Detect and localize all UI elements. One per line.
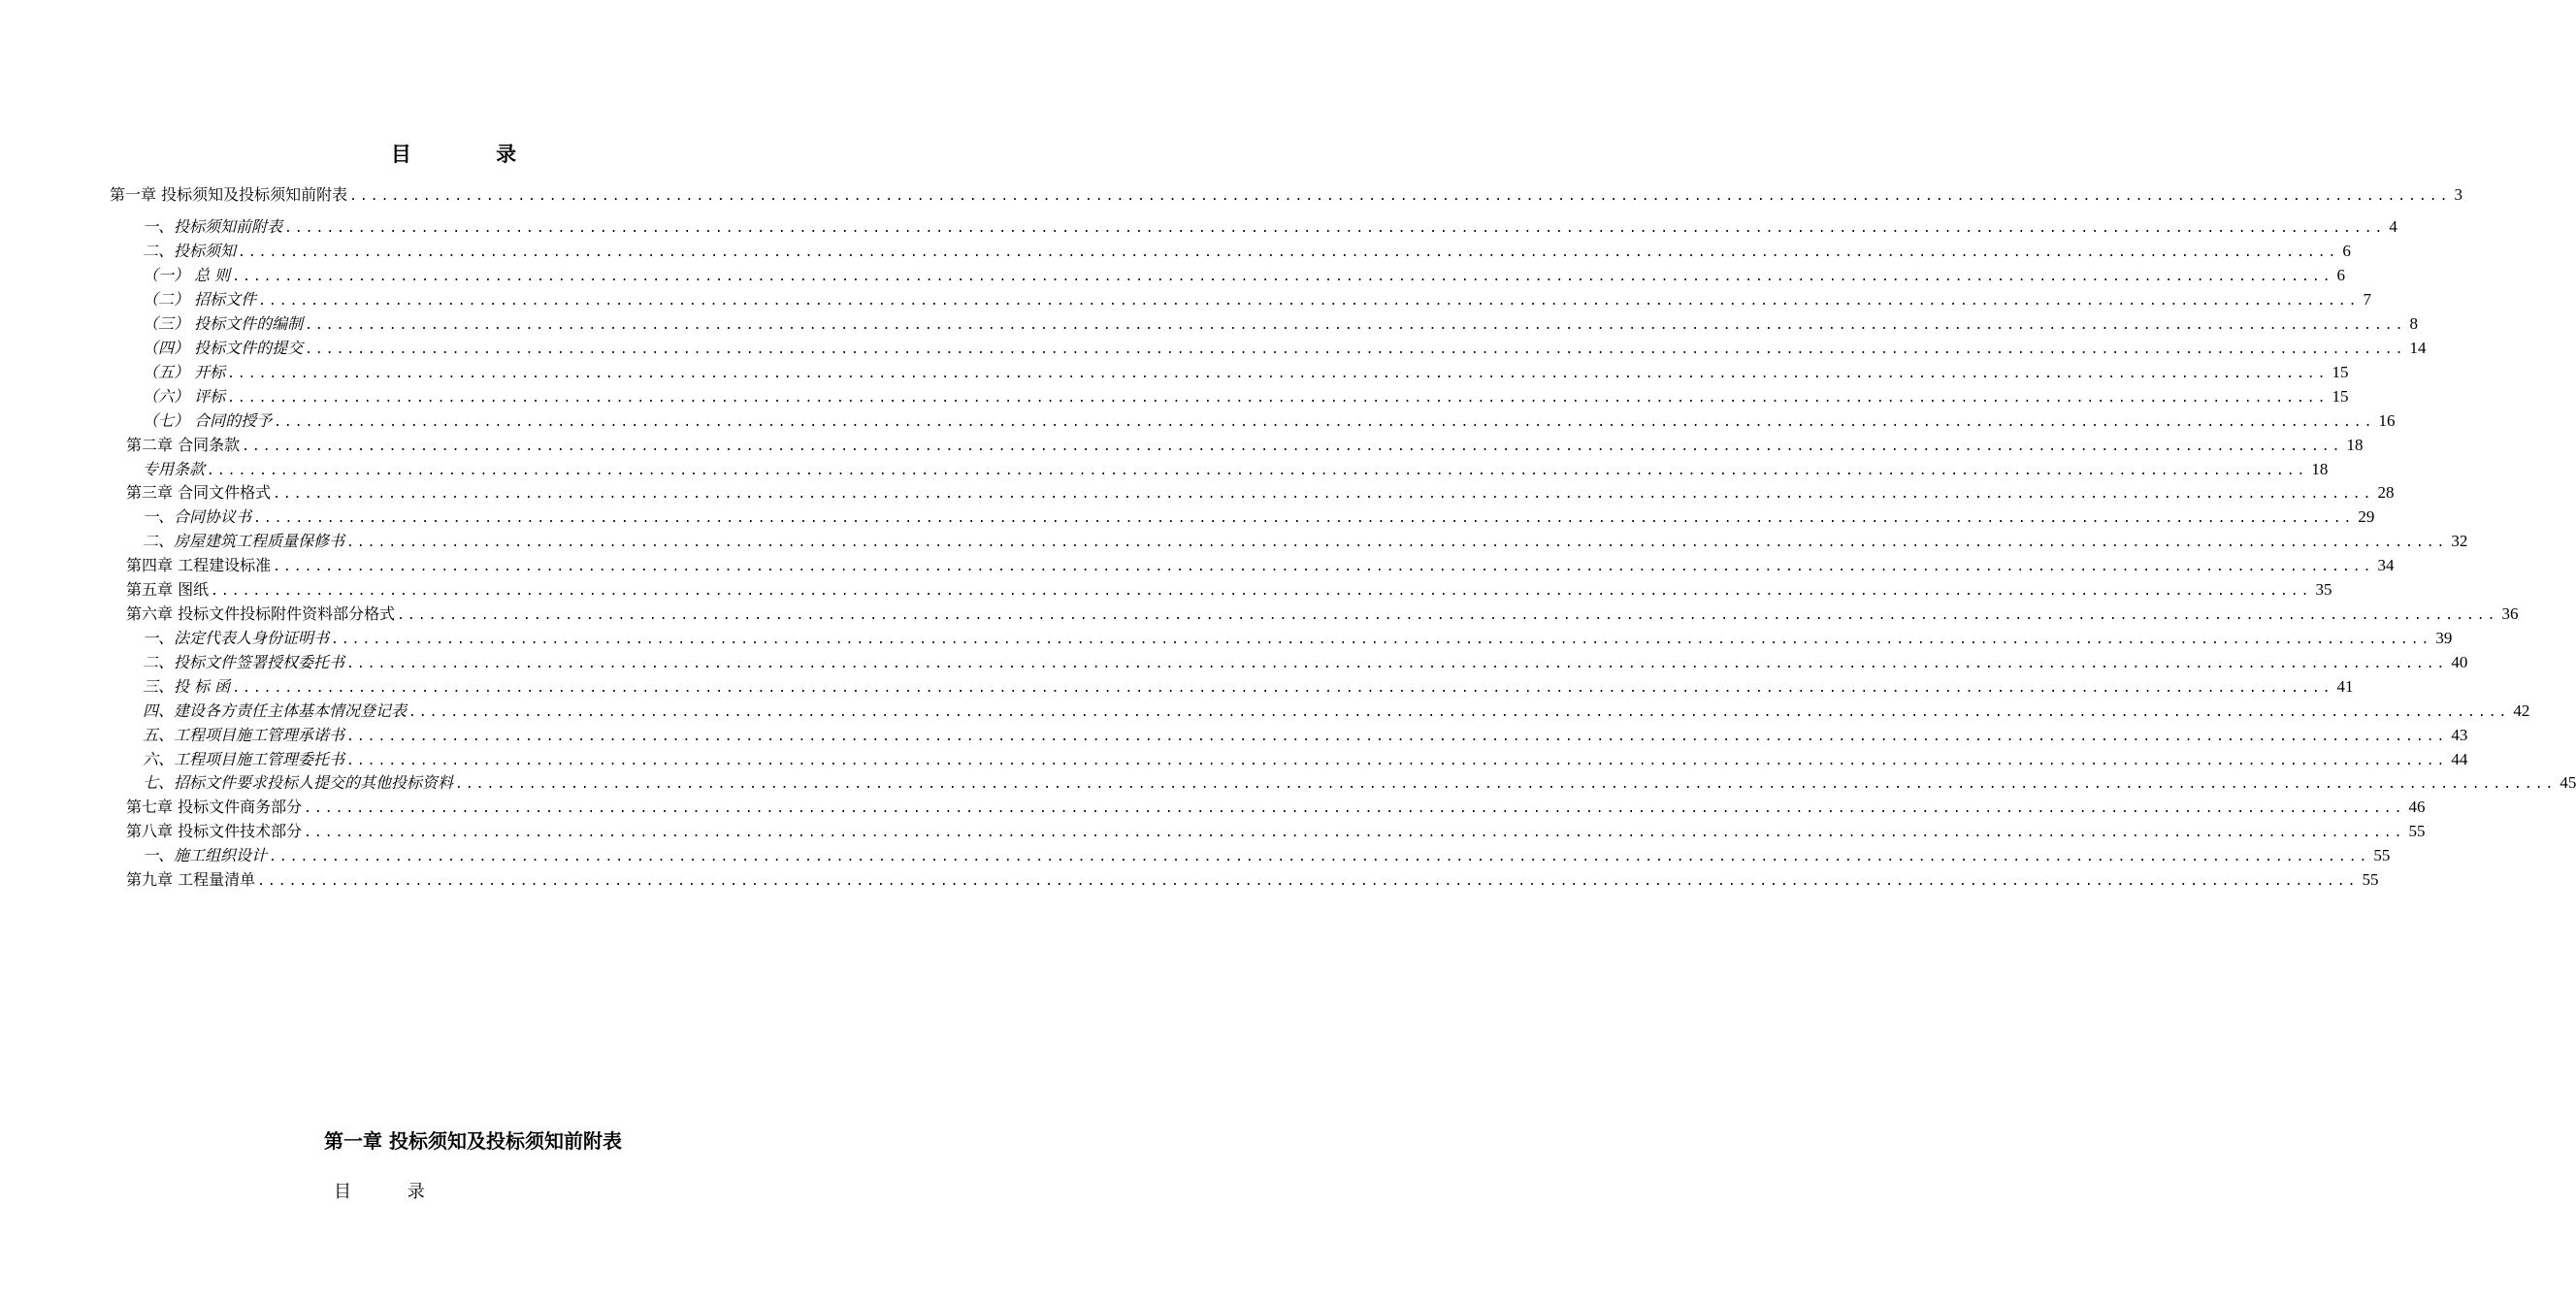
toc-entry-label: 第三章 合同文件格式 (126, 483, 272, 502)
toc-entry[interactable] (143, 264, 2346, 287)
toc-entry[interactable] (143, 748, 2468, 771)
toc-entry-page-number: 45 (2560, 773, 2576, 792)
toc-entry-label: （三） 投标文件的编制 (143, 314, 304, 333)
toc-entry[interactable] (143, 385, 2349, 408)
toc-entry-label: 第九章 工程量清单 (126, 870, 256, 889)
toc-entry-page-number: 6 (2336, 266, 2346, 284)
toc-leader-dots: ........................................................................................................................................................................................................ (238, 245, 2339, 260)
toc-entry-page-number: 41 (2336, 677, 2354, 696)
toc-entry-label: 一、法定代表人身份证明书 (143, 629, 330, 647)
toc-entry[interactable] (126, 578, 2332, 602)
toc-entry-page-number: 4 (2389, 217, 2397, 236)
toc-leader-dots: ........................................................................................................................................................................................................ (232, 270, 2333, 284)
toc-entry[interactable] (143, 240, 2351, 263)
toc-entry-label: （五） 开标 (143, 363, 226, 381)
toc-entry-label: 五、工程项目施工管理承诺书 (143, 726, 345, 744)
toc-entry-label: （二） 招标文件 (143, 290, 257, 309)
toc-entry[interactable] (143, 724, 2468, 747)
toc-entry-page-number: 15 (2331, 387, 2349, 406)
toc-entry-label: 一、施工组织设计 (143, 846, 268, 864)
toc-entry-label: （一） 总 则 (143, 266, 231, 284)
section-sub-title: 目 录 (334, 1182, 450, 1202)
toc-entry[interactable] (126, 796, 2426, 819)
toc-entry[interactable] (126, 481, 2395, 505)
toc-leader-dots: ........................................................................................................................................................................................................ (305, 318, 2406, 333)
toc-leader-dots: ........................................................................................................................................................................................................ (258, 294, 2360, 309)
toc-entry-page-number: 42 (2513, 701, 2530, 720)
toc-entry-page-number: 40 (2451, 653, 2468, 671)
toc-entry[interactable] (143, 361, 2349, 384)
toc-leader-dots: ........................................................................................................................................................................................................ (346, 730, 2448, 744)
toc-entry-label: 三、投 标 函 (143, 677, 231, 696)
toc-entry-page-number: 8 (2409, 314, 2418, 333)
toc-leader-dots: ........................................................................................................................................................................................................ (211, 584, 2312, 599)
toc-leader-dots: ........................................................................................................................................................................................................ (269, 850, 2370, 864)
toc-entry-page-number: 39 (2435, 629, 2453, 647)
toc-leader-dots: ........................................................................................................................................................................................................ (408, 705, 2510, 720)
toc-entry-label: 第五章 图纸 (126, 580, 210, 599)
toc-leader-dots: ........................................................................................................................................................................................................ (346, 754, 2448, 768)
toc-entry[interactable] (126, 434, 2364, 457)
toc-entry[interactable] (126, 868, 2379, 892)
toc-entry-label: （六） 评标 (143, 387, 226, 406)
toc-entry[interactable] (126, 820, 2426, 843)
toc-entry[interactable] (143, 288, 2371, 311)
toc-leader-dots: ........................................................................................................................................................................................................ (257, 874, 2359, 889)
toc-entry-page-number: 32 (2451, 532, 2468, 550)
toc-leader-dots: ........................................................................................................................................................................................................ (304, 826, 2405, 840)
toc-entry-page-number: 29 (2358, 507, 2375, 526)
toc-entry[interactable] (143, 771, 2576, 795)
toc-entry-page-number: 28 (2377, 483, 2395, 502)
toc-leader-dots: ........................................................................................................................................................................................................ (273, 560, 2374, 574)
toc-entry-label: 第二章 合同条款 (126, 436, 241, 454)
toc-entry[interactable] (143, 844, 2391, 867)
toc-entry-label: 第八章 投标文件技术部分 (126, 822, 303, 840)
toc-entry-label: 六、工程项目施工管理委托书 (143, 750, 345, 768)
toc-leader-dots: ........................................................................................................................................................................................................ (273, 487, 2374, 502)
toc-entry-label: 二、投标须知 (143, 242, 237, 260)
toc-entry[interactable] (143, 337, 2427, 360)
toc-entry[interactable] (126, 603, 2519, 626)
toc-leader-dots: ........................................................................................................................................................................................................ (284, 221, 2386, 236)
toc-entry-page-number: 44 (2451, 750, 2468, 768)
toc-leader-dots: ........................................................................................................................................................................................................ (331, 633, 2432, 647)
toc-entry[interactable] (143, 675, 2354, 699)
toc-entry-label: 第一章 投标须知及投标须知前附表 (110, 185, 348, 204)
toc-entry-label: 第四章 工程建设标准 (126, 556, 272, 574)
toc-entry-page-number: 55 (2373, 846, 2391, 864)
toc-leader-dots: ........................................................................................................................................................................................................ (227, 367, 2329, 381)
toc-entry-label: 二、投标文件签署授权委托书 (143, 653, 345, 671)
toc-entry-label: 第七章 投标文件商务部分 (126, 798, 303, 816)
toc-entry-page-number: 7 (2363, 290, 2371, 309)
toc-leader-dots: ........................................................................................................................................................................................................ (346, 657, 2448, 671)
toc-entry[interactable] (143, 312, 2418, 336)
toc-entry[interactable] (143, 458, 2329, 481)
toc-leader-dots: ........................................................................................................................................................................................................ (207, 464, 2308, 478)
toc-leader-dots: ........................................................................................................................................................................................................ (242, 440, 2343, 454)
toc-entry-label: 一、合同协议书 (143, 507, 252, 526)
toc-entry[interactable] (143, 215, 2397, 239)
toc-entry-page-number: 36 (2501, 604, 2519, 623)
toc-entry-page-number: 18 (2311, 460, 2329, 478)
toc-leader-dots: ........................................................................................................................................................................................................ (253, 511, 2355, 526)
toc-entry-label: 专用条款 (143, 460, 206, 478)
toc-entry[interactable] (143, 700, 2530, 723)
toc-entry-page-number: 6 (2342, 242, 2351, 260)
toc-entry-label: 第六章 投标文件投标附件资料部分格式 (126, 604, 396, 623)
toc-entry-page-number: 3 (2454, 185, 2462, 204)
toc-leader-dots: ........................................................................................................................................................................................................ (305, 342, 2406, 357)
toc-entry[interactable] (143, 627, 2453, 650)
toc-entry-page-number: 35 (2315, 580, 2332, 599)
toc-entry-label: 四、建设各方责任主体基本情况登记表 (143, 701, 408, 720)
chapter-heading: 第一章 投标须知及投标须知前附表 (324, 1129, 622, 1153)
toc-entry-page-number: 15 (2331, 363, 2349, 381)
toc-leader-dots: ........................................................................................................................................................................................................ (397, 608, 2498, 623)
toc-entry-page-number: 55 (2362, 870, 2379, 889)
toc-leader-dots: ........................................................................................................................................................................................................ (274, 415, 2375, 430)
toc-entry-page-number: 14 (2409, 339, 2427, 357)
toc-entry-page-number: 16 (2378, 411, 2396, 430)
toc-entry-page-number: 34 (2377, 556, 2395, 574)
toc-entry[interactable] (126, 554, 2395, 577)
toc-leader-dots: ........................................................................................................................................................................................................ (227, 391, 2329, 406)
toc-entry[interactable] (143, 651, 2468, 674)
toc-entry-label: （四） 投标文件的提交 (143, 339, 304, 357)
toc-entry-label: 七、招标文件要求投标人提交的其他投标资料 (143, 773, 454, 792)
toc-entry-page-number: 46 (2408, 798, 2426, 816)
toc-entry[interactable] (110, 183, 2462, 207)
toc-entry-page-number: 55 (2408, 822, 2426, 840)
toc-entry-page-number: 43 (2451, 726, 2468, 744)
toc-entry[interactable] (143, 409, 2396, 433)
toc-leader-dots: ........................................................................................................................................................................................................ (346, 536, 2448, 550)
toc-entry-label: （七） 合同的授予 (143, 411, 273, 430)
toc-leader-dots: ........................................................................................................................................................................................................ (455, 777, 2557, 792)
toc-entry-label: 二、房屋建筑工程质量保修书 (143, 532, 345, 550)
toc-entry[interactable] (143, 530, 2468, 553)
toc-leader-dots: ........................................................................................................................................................................................................ (349, 189, 2451, 204)
toc-leader-dots: ........................................................................................................................................................................................................ (232, 681, 2333, 696)
toc-title: 目 录 (390, 142, 556, 166)
toc-entry-page-number: 18 (2346, 436, 2364, 454)
toc-leader-dots: ........................................................................................................................................................................................................ (304, 801, 2405, 816)
toc-entry-label: 一、投标须知前附表 (143, 217, 283, 236)
toc-entry[interactable] (143, 505, 2375, 529)
